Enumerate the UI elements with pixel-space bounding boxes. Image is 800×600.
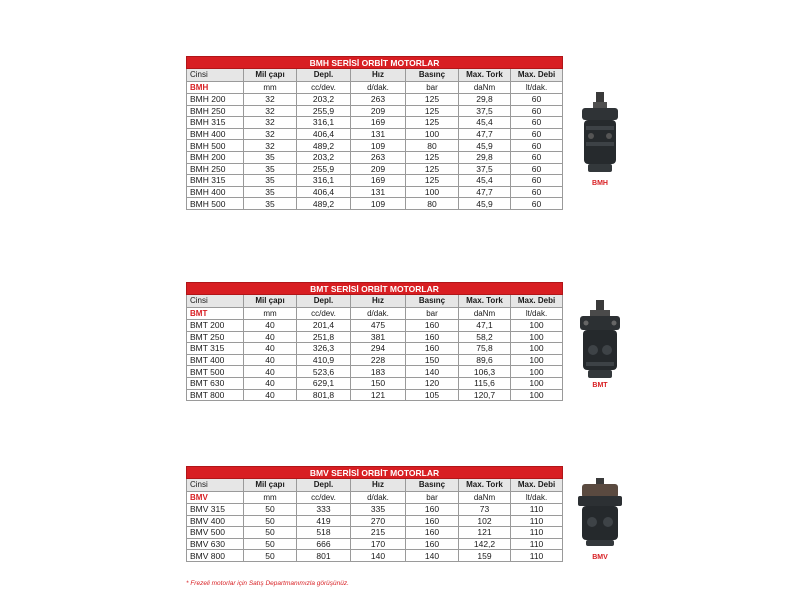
table-cell: 29,8 [459, 151, 511, 163]
table-cell: 40 [244, 377, 297, 389]
table-cell: Max. Tork [459, 295, 511, 308]
table-cell: Max. Tork [459, 479, 511, 492]
table-cell: 801 [297, 550, 351, 562]
table-row [187, 550, 563, 562]
table-cell: 801,8 [297, 389, 351, 401]
table-cell: BMT 250 [187, 331, 244, 343]
table-cell: 40 [244, 343, 297, 355]
table-unit-row [187, 308, 563, 320]
table-cell: BMT 800 [187, 389, 244, 401]
table-row [187, 163, 563, 175]
table-cell: 629,1 [297, 377, 351, 389]
table-cell: bar [406, 492, 459, 504]
bmh-image-caption: BMH [592, 180, 608, 187]
table-cell: 105 [406, 389, 459, 401]
table-cell: 160 [406, 331, 459, 343]
table-row [187, 198, 563, 210]
table-cell: 140 [406, 550, 459, 562]
bmt-table [186, 282, 563, 401]
table-cell: 125 [406, 151, 459, 163]
table-cell: BMH 250 [187, 163, 244, 175]
table-cell: 120,7 [459, 389, 511, 401]
table-cell: 60 [511, 105, 563, 117]
table-cell: 109 [351, 198, 406, 210]
table-row [187, 504, 563, 516]
table-cell: 50 [244, 550, 297, 562]
table-cell: 270 [351, 515, 406, 527]
table-cell: 35 [244, 198, 297, 210]
table-cell: lt/dak. [511, 492, 563, 504]
table-cell: Max. Debi [511, 479, 563, 492]
table-cell: Basınç [406, 295, 459, 308]
table-unit-row [187, 82, 563, 94]
table-cell: Mil çapı [244, 479, 297, 492]
table-cell: 37,5 [459, 105, 511, 117]
table-cell: d/dak. [351, 82, 406, 94]
table-cell: 40 [244, 389, 297, 401]
table-header-row [187, 479, 563, 492]
table-cell: BMV 315 [187, 504, 244, 516]
table-cell: 32 [244, 105, 297, 117]
table-cell: 100 [406, 186, 459, 198]
table-cell: 410,9 [297, 354, 351, 366]
table-cell: 35 [244, 186, 297, 198]
table-cell: 183 [351, 366, 406, 378]
table-cell: 263 [351, 94, 406, 106]
table-cell: 489,2 [297, 198, 351, 210]
table-cell: BMV 630 [187, 538, 244, 550]
table-cell: 666 [297, 538, 351, 550]
table-cell: bar [406, 82, 459, 94]
table-cell: 100 [511, 354, 563, 366]
table-cell: 45,4 [459, 175, 511, 187]
table-cell: 316,1 [297, 175, 351, 187]
bmv-image-caption: BMV [592, 554, 608, 561]
table-cell: BMV 400 [187, 515, 244, 527]
table-cell: 120 [406, 377, 459, 389]
table-cell: 255,9 [297, 105, 351, 117]
table-cell: BMT 400 [187, 354, 244, 366]
table-cell: 263 [351, 151, 406, 163]
table-row [187, 354, 563, 366]
table-cell: BMH 200 [187, 151, 244, 163]
table-cell: Max. Tork [459, 69, 511, 82]
table-header-row [187, 295, 563, 308]
table-row [187, 117, 563, 129]
table-row [187, 140, 563, 152]
bmv-section [186, 466, 563, 562]
table-cell: Cinsi [187, 69, 244, 82]
table-cell: 201,4 [297, 320, 351, 332]
table-row [187, 94, 563, 106]
table-cell: BMT [187, 308, 244, 320]
bmt-image-caption: BMT [592, 382, 608, 389]
table-cell: 115,6 [459, 377, 511, 389]
table-row [187, 320, 563, 332]
table-cell: 228 [351, 354, 406, 366]
table-cell: 50 [244, 538, 297, 550]
bmt-table-title: BMT SERİSİ ORBİT MOTORLAR [187, 283, 563, 295]
table-cell: 121 [459, 527, 511, 539]
table-cell: Max. Debi [511, 69, 563, 82]
table-cell: 209 [351, 163, 406, 175]
table-cell: 100 [406, 128, 459, 140]
table-cell: BMT 200 [187, 320, 244, 332]
table-cell: 333 [297, 504, 351, 516]
table-cell: 140 [351, 550, 406, 562]
table-cell: 203,2 [297, 94, 351, 106]
table-cell: 40 [244, 366, 297, 378]
table-cell: daNm [459, 308, 511, 320]
table-cell: 60 [511, 117, 563, 129]
table-cell: 518 [297, 527, 351, 539]
table-cell: 170 [351, 538, 406, 550]
table-cell: BMH [187, 82, 244, 94]
table-cell: 35 [244, 175, 297, 187]
table-cell: BMH 250 [187, 105, 244, 117]
table-row [187, 538, 563, 550]
table-cell: 60 [511, 186, 563, 198]
table-cell: Mil çapı [244, 69, 297, 82]
table-cell: 169 [351, 117, 406, 129]
table-cell: 110 [511, 515, 563, 527]
table-cell: cc/dev. [297, 82, 351, 94]
table-cell: 160 [406, 504, 459, 516]
table-unit-row [187, 492, 563, 504]
table-row [187, 128, 563, 140]
table-cell: 335 [351, 504, 406, 516]
table-cell: Mil çapı [244, 295, 297, 308]
table-cell: daNm [459, 82, 511, 94]
table-cell: 110 [511, 538, 563, 550]
table-cell: 159 [459, 550, 511, 562]
table-cell: 100 [511, 331, 563, 343]
table-cell: 35 [244, 151, 297, 163]
table-row [187, 105, 563, 117]
table-cell: Max. Debi [511, 295, 563, 308]
table-cell: 251,8 [297, 331, 351, 343]
bmh-table [186, 56, 563, 210]
table-cell: 60 [511, 198, 563, 210]
table-cell: BMV [187, 492, 244, 504]
table-cell: BMT 630 [187, 377, 244, 389]
bmv-table [186, 466, 563, 562]
table-cell: 58,2 [459, 331, 511, 343]
table-cell: Hız [351, 69, 406, 82]
table-cell: BMH 400 [187, 186, 244, 198]
table-cell: 125 [406, 117, 459, 129]
table-cell: 50 [244, 504, 297, 516]
table-cell: 45,9 [459, 198, 511, 210]
table-cell: 100 [511, 366, 563, 378]
table-header-row [187, 69, 563, 82]
table-cell: 294 [351, 343, 406, 355]
table-cell: 29,8 [459, 94, 511, 106]
table-cell: 47,1 [459, 320, 511, 332]
table-cell: 142,2 [459, 538, 511, 550]
table-cell: 209 [351, 105, 406, 117]
table-row [187, 186, 563, 198]
table-row [187, 331, 563, 343]
table-cell: 102 [459, 515, 511, 527]
table-cell: 215 [351, 527, 406, 539]
table-cell: 110 [511, 527, 563, 539]
table-cell: 32 [244, 94, 297, 106]
table-cell: 160 [406, 527, 459, 539]
table-cell: 73 [459, 504, 511, 516]
table-cell: 125 [406, 175, 459, 187]
table-row [187, 389, 563, 401]
footnote: * Frezeli motorlar için Satış Departmanımızla görüşünüz. [186, 580, 349, 587]
bmh-section [186, 56, 563, 210]
table-cell: Basınç [406, 69, 459, 82]
table-row [187, 527, 563, 539]
table-cell: 110 [511, 550, 563, 562]
table-row [187, 515, 563, 527]
table-cell: 75,8 [459, 343, 511, 355]
table-cell: 381 [351, 331, 406, 343]
table-cell: mm [244, 82, 297, 94]
table-cell: 40 [244, 320, 297, 332]
table-cell: BMH 400 [187, 128, 244, 140]
table-cell: Cinsi [187, 479, 244, 492]
bmh-table-title: BMH SERİSİ ORBİT MOTORLAR [187, 57, 563, 69]
table-cell: 47,7 [459, 128, 511, 140]
table-cell: 89,6 [459, 354, 511, 366]
table-cell: 523,6 [297, 366, 351, 378]
table-cell: BMH 200 [187, 94, 244, 106]
table-row [187, 151, 563, 163]
table-cell: 80 [406, 140, 459, 152]
table-cell: 32 [244, 140, 297, 152]
table-cell: 100 [511, 377, 563, 389]
table-cell: 316,1 [297, 117, 351, 129]
table-cell: 47,7 [459, 186, 511, 198]
table-cell: Basınç [406, 479, 459, 492]
table-cell: 125 [406, 94, 459, 106]
table-cell: BMH 500 [187, 198, 244, 210]
table-cell: lt/dak. [511, 82, 563, 94]
table-cell: 50 [244, 527, 297, 539]
table-cell: 60 [511, 151, 563, 163]
table-cell: 32 [244, 117, 297, 129]
table-cell: 475 [351, 320, 406, 332]
table-cell: 125 [406, 163, 459, 175]
table-cell: 160 [406, 320, 459, 332]
table-cell: 100 [511, 320, 563, 332]
table-cell: mm [244, 492, 297, 504]
table-row [187, 366, 563, 378]
table-cell: bar [406, 308, 459, 320]
table-cell: Hız [351, 295, 406, 308]
table-cell: 60 [511, 175, 563, 187]
table-cell: BMH 500 [187, 140, 244, 152]
table-cell: Depl. [297, 479, 351, 492]
table-cell: Hız [351, 479, 406, 492]
table-cell: 169 [351, 175, 406, 187]
table-cell: 40 [244, 331, 297, 343]
table-cell: 35 [244, 163, 297, 175]
table-cell: 125 [406, 105, 459, 117]
table-cell: mm [244, 308, 297, 320]
table-cell: BMT 315 [187, 343, 244, 355]
table-cell: 160 [406, 343, 459, 355]
table-cell: 489,2 [297, 140, 351, 152]
table-cell: 406,4 [297, 128, 351, 140]
table-cell: BMV 800 [187, 550, 244, 562]
table-cell: d/dak. [351, 492, 406, 504]
table-cell: 203,2 [297, 151, 351, 163]
table-cell: 419 [297, 515, 351, 527]
table-cell: Depl. [297, 295, 351, 308]
table-cell: cc/dev. [297, 492, 351, 504]
table-cell: 255,9 [297, 163, 351, 175]
table-cell: 150 [406, 354, 459, 366]
table-cell: 80 [406, 198, 459, 210]
table-cell: 160 [406, 515, 459, 527]
table-cell: BMH 315 [187, 175, 244, 187]
table-cell: 121 [351, 389, 406, 401]
table-cell: 110 [511, 504, 563, 516]
bmt-section [186, 282, 563, 401]
table-row [187, 377, 563, 389]
table-cell: BMH 315 [187, 117, 244, 129]
table-cell: 60 [511, 140, 563, 152]
bmt-motor-image [576, 300, 624, 385]
table-cell: 326,3 [297, 343, 351, 355]
bmh-motor-image [576, 92, 624, 181]
table-cell: 60 [511, 128, 563, 140]
table-cell: 50 [244, 515, 297, 527]
table-cell: 106,3 [459, 366, 511, 378]
table-cell: daNm [459, 492, 511, 504]
table-row [187, 343, 563, 355]
bmv-table-title: BMV SERİSİ ORBİT MOTORLAR [187, 467, 563, 479]
table-cell: 40 [244, 354, 297, 366]
table-cell: 160 [406, 538, 459, 550]
table-cell: cc/dev. [297, 308, 351, 320]
table-cell: d/dak. [351, 308, 406, 320]
table-cell: Depl. [297, 69, 351, 82]
table-cell: lt/dak. [511, 308, 563, 320]
table-cell: 45,4 [459, 117, 511, 129]
table-cell: 60 [511, 94, 563, 106]
table-cell: 109 [351, 140, 406, 152]
table-cell: 131 [351, 186, 406, 198]
table-cell: 131 [351, 128, 406, 140]
table-cell: 406,4 [297, 186, 351, 198]
table-row [187, 175, 563, 187]
table-cell: 140 [406, 366, 459, 378]
table-cell: 60 [511, 163, 563, 175]
table-cell: 100 [511, 343, 563, 355]
table-cell: 45,9 [459, 140, 511, 152]
table-cell: 150 [351, 377, 406, 389]
table-cell: BMT 500 [187, 366, 244, 378]
bmv-motor-image [574, 478, 626, 553]
table-cell: 37,5 [459, 163, 511, 175]
table-cell: 100 [511, 389, 563, 401]
table-cell: BMV 500 [187, 527, 244, 539]
table-cell: 32 [244, 128, 297, 140]
table-cell: Cinsi [187, 295, 244, 308]
